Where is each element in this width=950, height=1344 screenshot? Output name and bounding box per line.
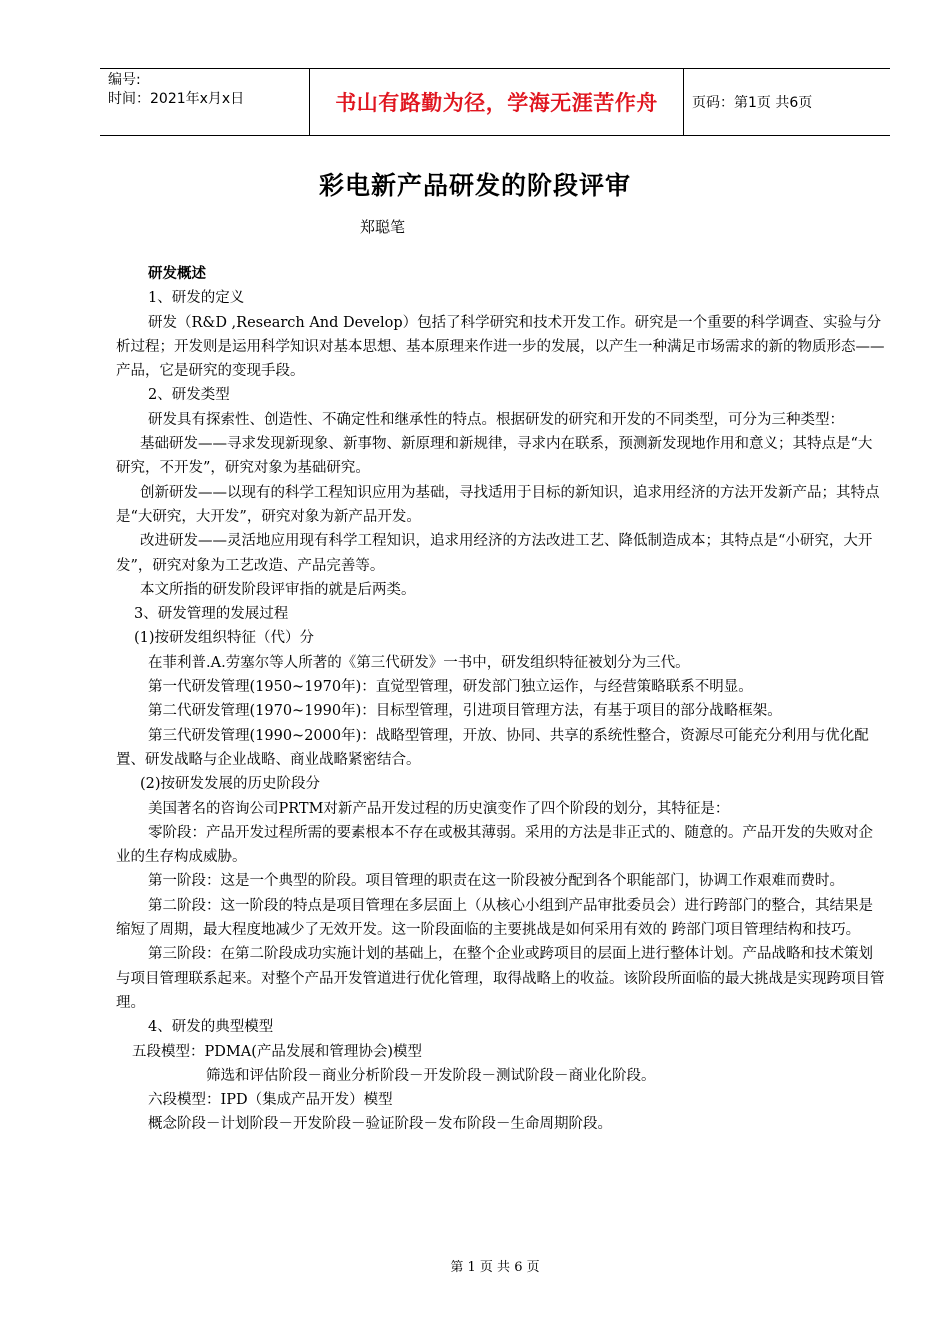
body-paragraph: 本文所指的研发阶段评审指的就是后两类。 [140,581,416,598]
body-paragraph: 第三阶段：在第二阶段成功实施计划的基础上，在整个企业或跨项目的层面上进行整体计划。产品战略和技术策划与项目管理联系起来。对整个产品开发管道进行优化管理，取得战略上的收益。该阶段所面临的最大挑战是实现跨项目管理。 [116,946,885,1011]
body-paragraph: 基础研发——寻求发现新现象、新事物、新原理和新规律，寻求内在联系，预测新发现地作用和意义；其特点是“大研究，不开发”，研究对象为基础研究。 [116,436,873,477]
page-header [100,68,890,136]
body-paragraph: 研发（R&D ,Research And Develop）包括了科学研究和技术开发工作。研究是一个重要的科学调查、实验与分析过程；开发则是运用科学知识对基本思想、基本原理来作进一步的发展，以产生一种满足市场需求的新的物质形态——产品，它是研究的变现手段。 [116,314,885,380]
body-paragraph: 在菲利普.A.劳塞尔等人所著的《第三代研发》一书中，研发组织特征被划分为三代。 [148,654,690,671]
subsection-heading: (1)按研发组织特征（代）分 [134,630,315,647]
subsection-heading: 3、研发管理的发展过程 [134,606,289,623]
body-paragraph: 改进研发——灵活地应用现有科学工程知识，追求用经济的方法改进工艺、降低制造成本；其特点是“小研究，大开发”，研究对象为工艺改造、产品完善等。 [116,533,873,574]
body-paragraph: 六段模型：IPD（集成产品开发）模型 [148,1092,393,1109]
body-paragraph: 创新研发——以现有的科学工程知识应用为基础，寻找适用于目标的新知识，追求用经济的方法开发新产品；其特点是“大研究，大开发”，研究对象为新产品开发。 [116,484,880,525]
subsection-heading: 2、研发类型 [148,387,230,404]
document-number-label: 编号: [108,72,141,88]
header-meta [100,69,310,135]
section-heading: 研发概述 [148,266,206,282]
document-author: 郑聪笔 [360,218,406,236]
subsection-heading: 1、研发的定义 [148,290,245,307]
body-paragraph: 零阶段：产品开发过程所需的要素根本不存在或极其薄弱。采用的方法是非正式的、随意的。产品开发的失败对企业的生存构成威胁。 [116,824,873,866]
document-body [116,262,886,1137]
header-page-info: 页码：第1页 共6页 [692,95,813,111]
page-footer: 第 1 页 共 6 页 [450,1260,540,1275]
subsection-heading: 4、研发的典型模型 [148,1019,274,1036]
subsection-heading: (2)按研发发展的历史阶段分 [140,776,321,793]
body-paragraph: 第二代研发管理(1970~1990年)：目标型管理，引进项目管理方法，有基于项目的部分战略框架。 [148,703,782,720]
body-paragraph: 第一代研发管理(1950~1970年)：直觉型管理，研发部门独立运作，与经营策略联系不明显。 [148,679,753,696]
body-paragraph: 研发具有探索性、创造性、不确定性和继承性的特点。根据研发的研究和开发的不同类型，可分为三种类型： [148,411,844,428]
body-paragraph: 第三代研发管理(1990~2000年)：战略型管理，开放、协同、共享的系统性整合，资源尽可能充分利用与优化配置、研发战略与企业战略、商业战略紧密结合。 [116,727,869,768]
body-paragraph: 美国著名的咨询公司PRTM对新产品开发过程的历史演变作了四个阶段的划分，其特征是： [148,800,730,817]
body-paragraph: 第一阶段：这是一个典型的阶段。项目管理的职责在这一阶段被分配到各个职能部门，协调工作艰难而费时。 [148,873,844,890]
body-paragraph: 五段模型：PDMA(产品发展和管理协会)模型 [132,1043,423,1060]
header-motto: 书山有路勤为径，学海无涯苦作舟 [310,69,684,135]
body-paragraph: 筛选和评估阶段－商业分析阶段－开发阶段－测试阶段－商业化阶段。 [206,1067,656,1084]
body-paragraph: 概念阶段－计划阶段－开发阶段－验证阶段－发布阶段－生命周期阶段。 [148,1116,612,1133]
document-date: 时间：2021年x月x日 [108,91,245,107]
document-title: 彩电新产品研发的阶段评审 [318,171,631,200]
body-paragraph: 第二阶段：这一阶段的特点是项目管理在多层面上（从核心小组到产品审批委员会）进行跨部门的整合，其结果是缩短了周期，最大程度地减少了无效开发。这一阶段面临的主要挑战是如何采用有效的 跨部门项目管理结构和技巧。 [116,897,873,939]
